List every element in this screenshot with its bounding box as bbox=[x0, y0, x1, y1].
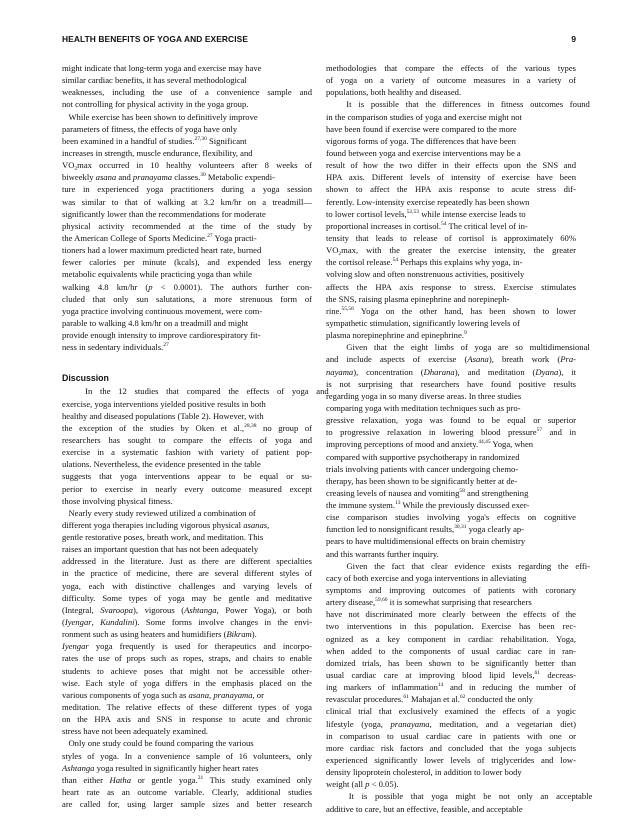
text-line: trials involving patients with cancer undergoing chemo- bbox=[326, 463, 519, 474]
text-line: usual cardiac care at improving blood lipid levels,$^{61}$ decreas- bbox=[326, 670, 576, 681]
running-title: HEALTH BENEFITS OF YOGA AND EXERCISE bbox=[62, 34, 249, 44]
text-line: exercise, yoga interventions yielded positive results in both bbox=[62, 398, 266, 409]
text-line: biweekly asana and pranayama classes.$^{30}$ Metabolic expendi- bbox=[62, 172, 275, 183]
text-line: cluded that only sun salutations, a more strenuous form of bbox=[62, 293, 312, 304]
page-number: 9 bbox=[571, 34, 576, 44]
left-column bbox=[62, 62, 329, 810]
text-line: rates the use of props such as ropes, straps, and chairs to enable bbox=[62, 653, 312, 664]
text-line: $VO_2\max$, with the greater the exercise intensity, the greater bbox=[326, 245, 576, 258]
text-line: methodologies that compare the effects of the various types bbox=[326, 63, 576, 73]
text-line: creasing levels of nausea and vomiting$^{58}$ and strengthening bbox=[326, 487, 529, 498]
text-line: parameters of fitness, the effects of yoga have only bbox=[62, 123, 238, 134]
text-line: similar cardiac benefits, it has several methodological bbox=[62, 75, 247, 86]
text-line: $VO_2\max$ occurred in 10 healthy volunteers after 8 weeks of bbox=[62, 160, 312, 173]
text-line: walking 4.8 km/hr (p < 0.0001). The authors further con- bbox=[62, 281, 312, 292]
text-line: healthy and diseased populations (Table 2). However, with bbox=[62, 410, 264, 421]
text-line: affects the HPA axis response to stress. Exercise stimulates bbox=[326, 281, 576, 292]
text-line: symptoms and improving outcomes of patients with coronary bbox=[326, 585, 576, 596]
text-line: Ashtanga yoga resulted in significantly higher heart rates bbox=[62, 762, 259, 773]
text-line: and include aspects of exercise (Asana), breath work (Pra- bbox=[326, 354, 576, 365]
text-line: comparing yoga with meditation techniques such as pro- bbox=[326, 402, 521, 413]
text-line: found between yoga and exercise interventions may be a bbox=[326, 147, 521, 158]
text-line: result of how the two differ in their effects upon the SNS and bbox=[326, 160, 576, 171]
text-line: weight (all p < 0.05). bbox=[326, 779, 399, 790]
text-line: exercise in a systematic fashion with variety of patient pop- bbox=[62, 447, 312, 458]
text-line: revascular procedures.$^{61}$ Mahajan et al.$^{62}$ conducted the only bbox=[326, 694, 533, 705]
text-line: regarding yoga in so many diverse areas. In three studies bbox=[326, 390, 522, 401]
text-line: the American College of Sports Medicine.$^{27}$ Yoga practi- bbox=[62, 232, 257, 243]
text-line: Given that the eight limbs of yoga are so multidimensional bbox=[326, 342, 590, 353]
text-line: tioners had a lower maximum predicted heart rate, burned bbox=[62, 245, 262, 256]
text-line: of yoga on a variety of outcome measures in a variety of bbox=[326, 75, 576, 86]
text-line: gressive relaxation, yoga was found to be equal or superior bbox=[326, 415, 576, 426]
text-line: vigorous forms of yoga. The differences that have been bbox=[326, 135, 516, 146]
section-heading: Discussion bbox=[62, 373, 109, 384]
running-header bbox=[62, 34, 576, 48]
right-column bbox=[326, 62, 593, 815]
text-line: the SNS, raising plasma epinephrine and norepineph- bbox=[326, 293, 510, 304]
text-line: improving perceptions of mood and anxiety.$^{44,45}$ Yoga, when bbox=[326, 439, 534, 450]
text-line: different yoga therapies including vigorous physical asanas, bbox=[62, 519, 270, 530]
text-line: was similar to that of walking at 3.2 km/hr on a treadmill— bbox=[62, 196, 312, 207]
text-line: artery disease,$^{59,60}$ it is somewhat surprising that researchers bbox=[326, 597, 532, 608]
text-line: pears to have multidimensional effects on brain chemistry bbox=[326, 536, 526, 547]
text-line: (Iyengar, Kundalini). Some forms involve changes in the envi- bbox=[62, 617, 312, 628]
text-line: have been found if exercise were compared to the more bbox=[326, 123, 517, 134]
text-line: tensity that leads to release of cortisol is approximately 60% bbox=[326, 232, 576, 243]
text-line: therapy, has been shown to be significantly better at de- bbox=[326, 475, 518, 486]
text-line: raises an important question that has not been adequately bbox=[62, 544, 259, 555]
text-line: Iyengar yoga frequently is used for therapeutics and incorpo- bbox=[62, 641, 312, 652]
text-line: styles of yoga. In a convenience sample of 16 volunteers, only bbox=[62, 750, 312, 761]
text-line: addressed in the literature. Just as there are different specialties bbox=[62, 556, 312, 567]
text-line: when added to the components of usual cardiac care in ran- bbox=[326, 645, 576, 656]
text-line: two interventions in this population. Exercise has been rec- bbox=[326, 621, 576, 632]
text-line: increases in strength, muscle endurance, flexibility, and bbox=[62, 147, 253, 158]
text-line: density lipoprotein cholesterol, in addition to lower body bbox=[326, 767, 522, 778]
text-line: domized trials, has been shown to be significantly better than bbox=[326, 657, 576, 668]
text-line: on the HPA axis and SNS in response to acute and chronic bbox=[62, 714, 312, 725]
text-line: in the practice of medicine, there are several different styles of bbox=[62, 568, 312, 579]
text-line: shown to affect the HPA axis response to acute stress dif- bbox=[326, 184, 576, 195]
text-line: the immune system.$^{13}$ While the previously discussed exer- bbox=[326, 500, 530, 511]
text-line: compared with supportive psychotherapy in randomized bbox=[326, 451, 520, 462]
text-line: clinical trial that exclusively examined the effects of a yogic bbox=[326, 706, 576, 717]
text-line: experienced significantly lower levels of triglycerides and low- bbox=[326, 755, 576, 766]
text-line: the exception of the studies by Oken et al.,$^{28,38}$ no group of bbox=[62, 422, 313, 433]
text-line: might indicate that long-term yoga and exercise may have bbox=[62, 63, 262, 73]
text-line: significantly lower than the recommendations for moderate bbox=[62, 208, 266, 219]
text-line: cacy of both exercise and yoga interventions in alleviating bbox=[326, 572, 527, 583]
text-line: and this warrants further inquiry. bbox=[326, 548, 439, 559]
text-line: are called for, using larger sample sizes and better research bbox=[62, 799, 312, 810]
text-line: difficulty. Some types of yoga may be gentle and meditative bbox=[62, 592, 312, 603]
text-line: sympathetic stimulation, significantly lowering levels of bbox=[326, 317, 520, 328]
text-line: metabolic equivalents while practicing yoga than while bbox=[62, 269, 252, 280]
text-line: ronment such as using heaters and humidifiers (Bikram). bbox=[62, 629, 257, 640]
text-line: It is possible that yoga might be not only an acceptable bbox=[326, 791, 593, 802]
text-line: provide enough intensity to improve cardiorespiratory fit- bbox=[62, 330, 261, 341]
text-line: parable to walking 4.8 km/hr on a treadmill and might bbox=[62, 317, 249, 328]
text-line: function led to nonsignificant results,$^{30,31}$ yoga clearly ap- bbox=[326, 524, 525, 535]
text-line: been examined in a handful of studies.$^{27,30}$ Significant bbox=[62, 135, 247, 146]
text-line: not controlling for physical activity in the yoga group. bbox=[62, 99, 249, 110]
text-line: lifestyle (yoga, pranayama, meditation, and a vegetarian diet) bbox=[326, 718, 576, 729]
text-line: volving slow and often nonstrenuous activities, positively bbox=[326, 269, 525, 280]
text-line: in the comparison studies of yoga and exercise might not bbox=[326, 111, 522, 122]
text-line: (Integral, Svaroopa), vigorous (Ashtanga, Power Yoga), or both bbox=[62, 604, 312, 615]
text-line: yoga practice involving continuous movement, were com- bbox=[62, 305, 263, 316]
text-line: researchers has sought to compare the effects of yoga and bbox=[62, 434, 312, 445]
text-line: is not surprising that researchers have found positive results bbox=[326, 378, 576, 389]
text-line: ognized as a key component in cardiac rehabilitation. Yoga, bbox=[326, 633, 576, 644]
text-line: Only one study could be found comparing the various bbox=[62, 738, 254, 749]
text-line: gentle restorative poses, breath work, and meditation. This bbox=[62, 532, 264, 543]
text-line: rine.$^{55,56}$ Yoga on the other hand, has been shown to lower bbox=[326, 305, 576, 316]
text-line: cise comparison studies involving yoga's effects on cognitive bbox=[326, 512, 576, 523]
paragraph-gap bbox=[62, 353, 312, 363]
text-line: have not discriminated more clearly between the effects of the bbox=[326, 609, 576, 620]
text-line: ture in experienced yoga practitioners during a yoga session bbox=[62, 184, 312, 195]
text-line: fewer calories per minute (kcals), and expended less energy bbox=[62, 257, 312, 268]
text-line: populations, both healthy and diseased. bbox=[326, 87, 462, 98]
text-line: nayama), concentration (Dharana), and meditation (Dyana), it bbox=[326, 366, 577, 377]
text-line: additive to care, but an effective, feasible, and acceptable bbox=[326, 803, 523, 814]
text-line: ness in sedentary individuals.$^{27}$ bbox=[62, 342, 169, 353]
text-line: meditation. The relative effects of these different types of yoga bbox=[62, 702, 312, 713]
text-line: Given the fact that clear evidence exists regarding the effi- bbox=[326, 560, 591, 571]
text-line: in comparison to usual cardiac care in patients with one or bbox=[326, 730, 576, 741]
text-line: Nearly every study reviewed utilized a combination of bbox=[62, 507, 256, 518]
text-line: ulations. Nevertheless, the evidence presented in the table bbox=[62, 459, 261, 470]
text-line: heart rate as an outcome variable. Clearly, additional studies bbox=[62, 787, 312, 798]
text-line: ferently. Low-intensity exercise repeatedly has been shown bbox=[326, 196, 530, 207]
text-line: HPA axis. Different levels of intensity of exercise have been bbox=[326, 172, 576, 183]
text-line: students to achieve poses that might not be accessible other- bbox=[62, 665, 312, 676]
text-line: physical activity recommended at the time of the study by bbox=[62, 220, 312, 231]
text-line: suggests that yoga interventions appear to be equal or su- bbox=[62, 471, 312, 482]
text-line: In the 12 studies that compared the effects of yoga and bbox=[62, 386, 329, 397]
text-line: perior to exercise in nearly every outcome measured except bbox=[62, 483, 312, 494]
text-line: plasma norepinephrine and epinephrine.$^9$ bbox=[326, 330, 467, 341]
text-line: to lower cortisol levels,$^{52,53}$ while intense exercise leads to bbox=[326, 208, 526, 219]
text-line: weaknesses, including the use of a convenience sample and bbox=[62, 87, 312, 98]
text-line: more cardiac risk factors and concluded that the yoga subjects bbox=[326, 742, 576, 753]
text-line: to progressive relaxation in lowering blood pressure$^{57}$ and in bbox=[326, 427, 576, 438]
text-line: While exercise has been shown to definitively improve bbox=[62, 111, 258, 122]
text-line: yoga, each with distinctive challenges and varying levels of bbox=[62, 580, 312, 591]
text-line: those involving physical fitness. bbox=[62, 495, 173, 506]
text-line: It is possible that the differences in fitness outcomes found bbox=[326, 99, 590, 110]
text-line: stress have not been adequately examined. bbox=[62, 726, 209, 737]
text-line: than either Hatha or gentle yoga.$^{31}$ This study examined only bbox=[62, 774, 312, 785]
text-line: ing markers of inflammation$^{14}$ and in reducing the number of bbox=[326, 682, 576, 693]
text-line: proportional increases in cortisol.$^{54}$ The critical level of in- bbox=[326, 220, 528, 231]
text-line: wise. Each style of yoga differs in the emphasis placed on the bbox=[62, 677, 312, 688]
text-line: the cortisol release.$^{54}$ Perhaps this explains why yoga, in- bbox=[326, 257, 523, 268]
text-line: various components of yoga such as asana, pranayama, or bbox=[62, 689, 264, 700]
